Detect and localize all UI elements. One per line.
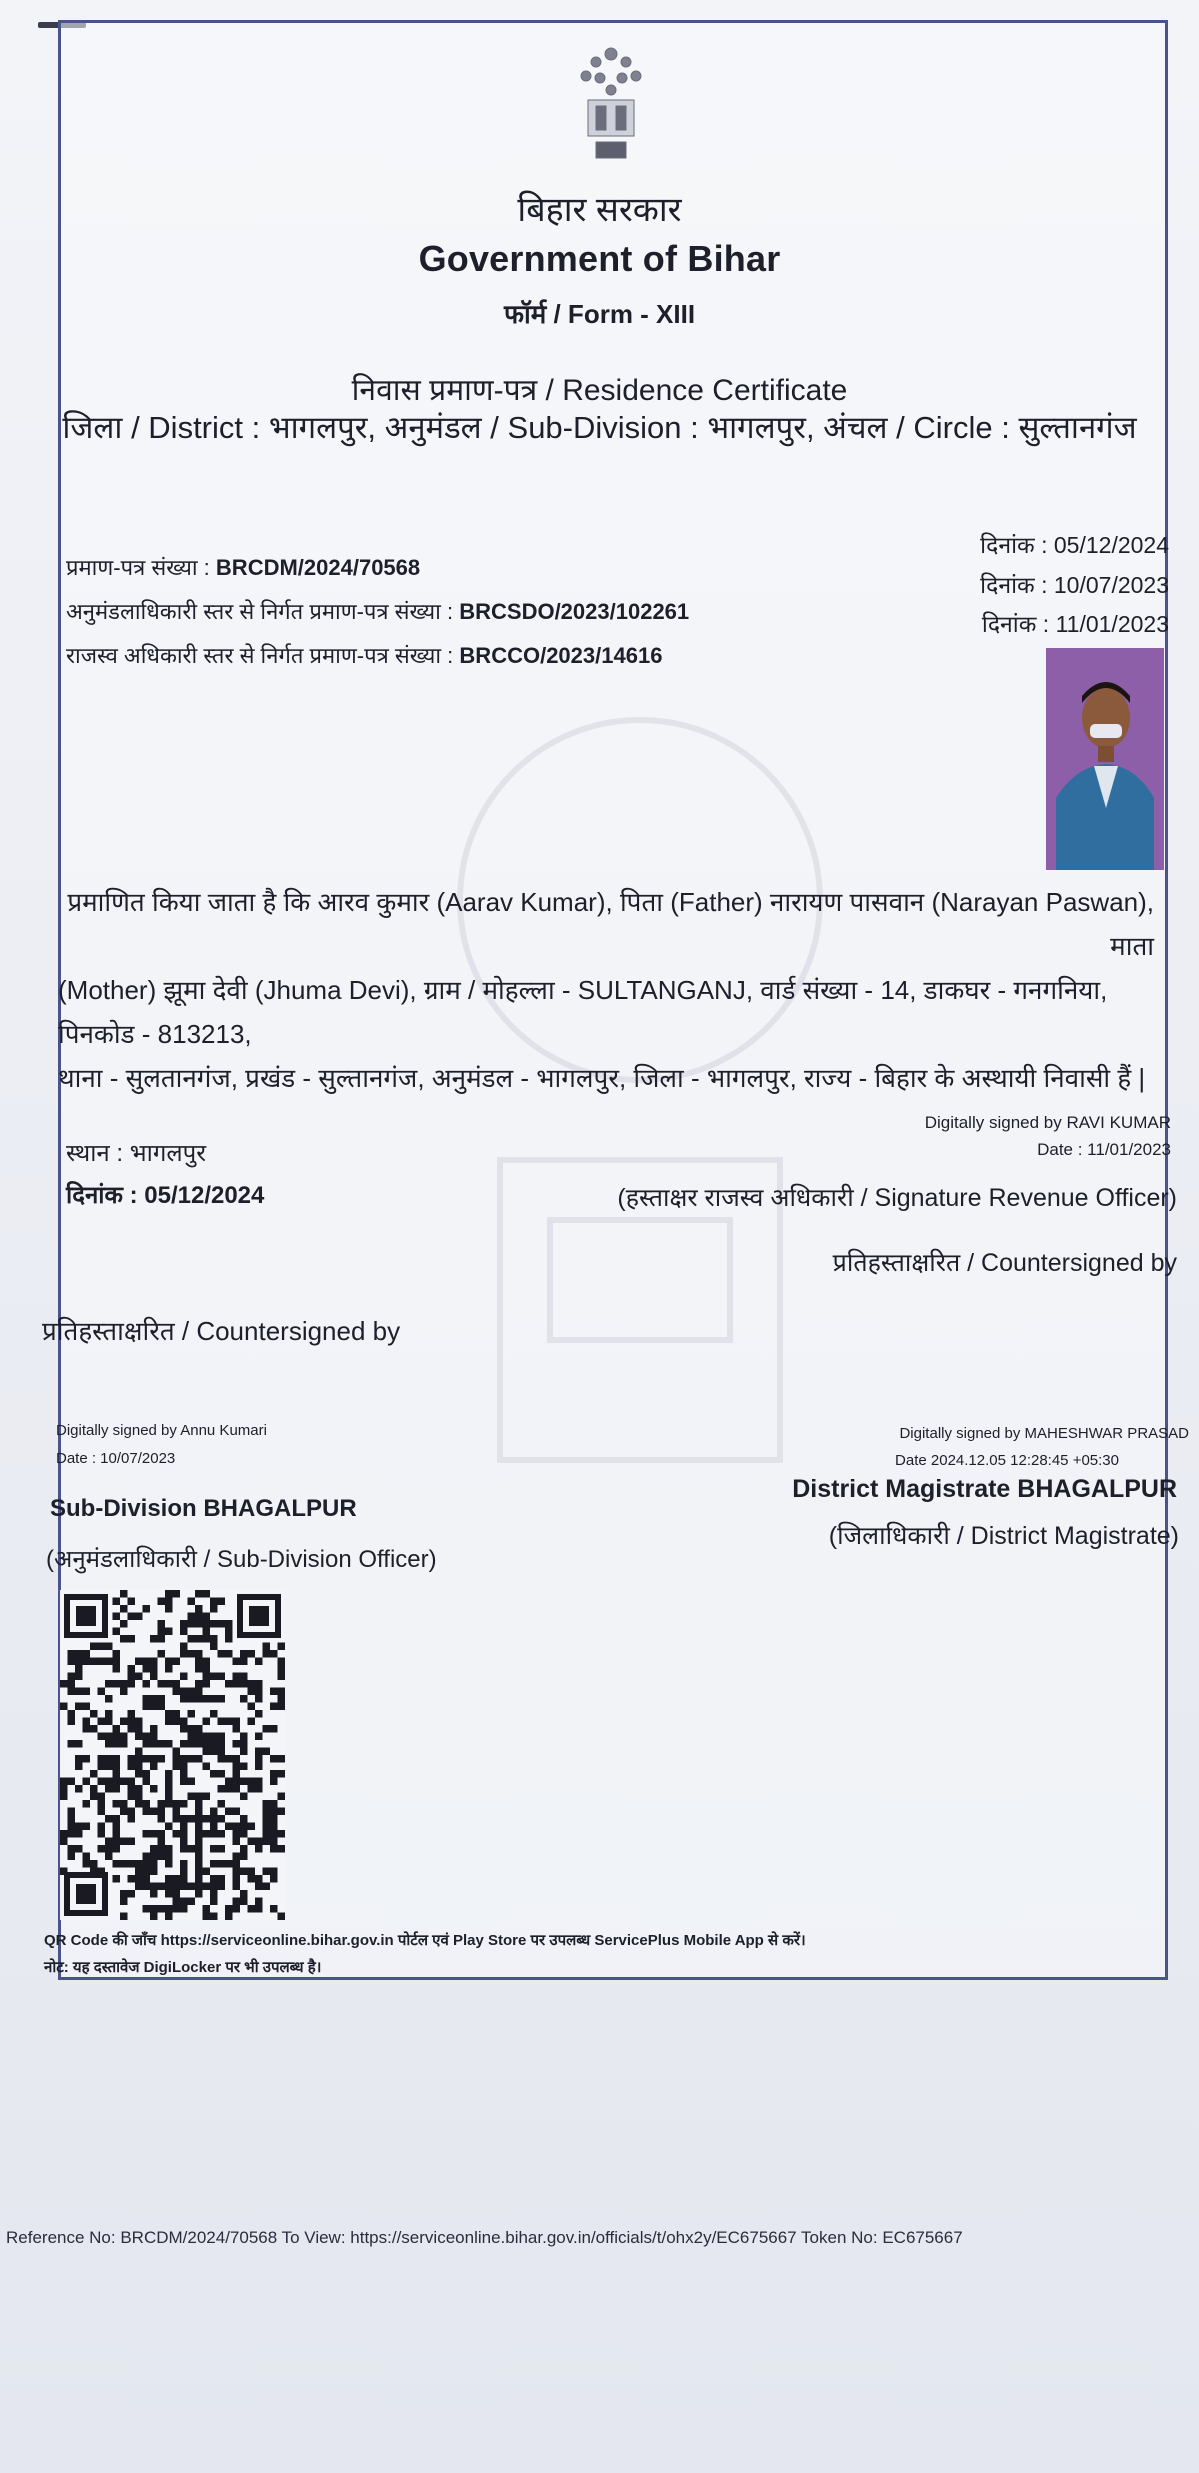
date-sdo: दिनांक : 10/07/2023 xyxy=(980,572,1169,598)
place: स्थान : भागलपुर xyxy=(66,1140,207,1167)
qr-verification-note: QR Code की जाँच https://serviceonline.bihar.gov.in पोर्टल एवं Play Store पर उपलब्ध ServicePlus Mobile App से करें। xyxy=(44,1932,806,1949)
ref-co-no xyxy=(66,640,662,670)
watermark-emblem xyxy=(380,660,900,1560)
ref-certificate-no xyxy=(66,552,420,582)
body-line-3: थाना - सुलतानगंज, प्रखंड - सुल्तानगंज, अनुमंडल - भागलपुर, जिला - भागलपुर, राज्य - बिहार के अस्थायी निवासी हैं | xyxy=(58,1063,1146,1093)
applicant-photo xyxy=(1046,648,1164,870)
sdo-designation: (अनुमंडलाधिकारी / Sub-Division Officer) xyxy=(46,1546,437,1573)
revenue-date: Date : 11/01/2023 xyxy=(1037,1140,1171,1159)
revenue-signed: Digitally signed by RAVI KUMAR xyxy=(924,1113,1171,1132)
sdo-date: Date : 10/07/2023 xyxy=(56,1450,176,1467)
body-line-2: (Mother) झूमा देवी (Jhuma Devi), ग्राम / मोहल्ला - SULTANGANJ, वार्ड संख्या - 14, डाकघर - गनगनिया, पिनकोड - 813213, xyxy=(58,975,1108,1049)
govt-title: Government of Bihar xyxy=(418,238,781,279)
sdo-office: Sub-Division BHAGALPUR xyxy=(50,1495,357,1522)
certificate-body xyxy=(58,880,1174,1100)
sdo-countersigned: प्रतिहस्ताक्षरित / Countersigned by xyxy=(42,1316,401,1346)
qr-code xyxy=(60,1590,285,1920)
dm-date: Date 2024.12.05 12:28:45 +05:30 xyxy=(895,1452,1119,1469)
ref-value: BRCDM/2024/70568 xyxy=(215,555,421,580)
dm-signed: Digitally signed by MAHESHWAR PRASAD xyxy=(899,1425,1189,1442)
ref-label: अनुमंडलाधिकारी स्तर से निर्गत प्रमाण-पत्र संख्या : xyxy=(66,599,454,624)
digilocker-note: नोट: यह दस्तावेज DigiLocker पर भी उपलब्ध है। xyxy=(44,1959,322,1976)
ref-label: राजस्व अधिकारी स्तर से निर्गत प्रमाण-पत्र संख्या : xyxy=(66,643,454,668)
ref-sdo-no xyxy=(66,596,689,626)
place-date: दिनांक : 05/12/2024 xyxy=(66,1182,265,1209)
sdo-signed: Digitally signed by Annu Kumari xyxy=(56,1422,267,1439)
bihar-emblem xyxy=(566,40,656,180)
ref-value: BRCSDO/2023/102261 xyxy=(459,599,690,624)
form-number: फॉर्म / Form - XIII xyxy=(503,299,696,329)
ref-label: प्रमाण-पत्र संख्या : xyxy=(66,555,210,580)
hindi-govt-title: बिहार सरकार xyxy=(517,191,682,229)
revenue-countersigned: प्रतिहस्ताक्षरित / Countersigned by xyxy=(832,1249,1177,1277)
revenue-designation: (हस्ताक्षर राजस्व अधिकारी / Signature Revenue Officer) xyxy=(617,1184,1177,1212)
district-line: जिला / District : भागलपुर, अनुमंडल / Sub-Division : भागलपुर, अंचल / Circle : सुल्तानगंज xyxy=(62,410,1137,445)
dm-designation: (जिलाधिकारी / District Magistrate) xyxy=(828,1522,1179,1550)
date-co: दिनांक : 11/01/2023 xyxy=(981,611,1169,637)
ref-value: BRCCO/2023/14616 xyxy=(459,643,663,668)
dm-office: District Magistrate BHAGALPUR xyxy=(792,1475,1177,1503)
date-certificate: दिनांक : 05/12/2024 xyxy=(980,532,1169,558)
body-line-1: प्रमाणित किया जाता है कि आरव कुमार (Aarav Kumar), पिता (Father) नारायण पासवान (Narayan Paswan), माता xyxy=(67,887,1154,961)
certificate-title: निवास प्रमाण-पत्र / Residence Certificate xyxy=(351,374,848,407)
reference-footer: Reference No: BRCDM/2024/70568 To View: https://serviceonline.bihar.gov.in/officials/t/ohx2y/EC675667 Token No: EC675667 xyxy=(6,2228,963,2247)
